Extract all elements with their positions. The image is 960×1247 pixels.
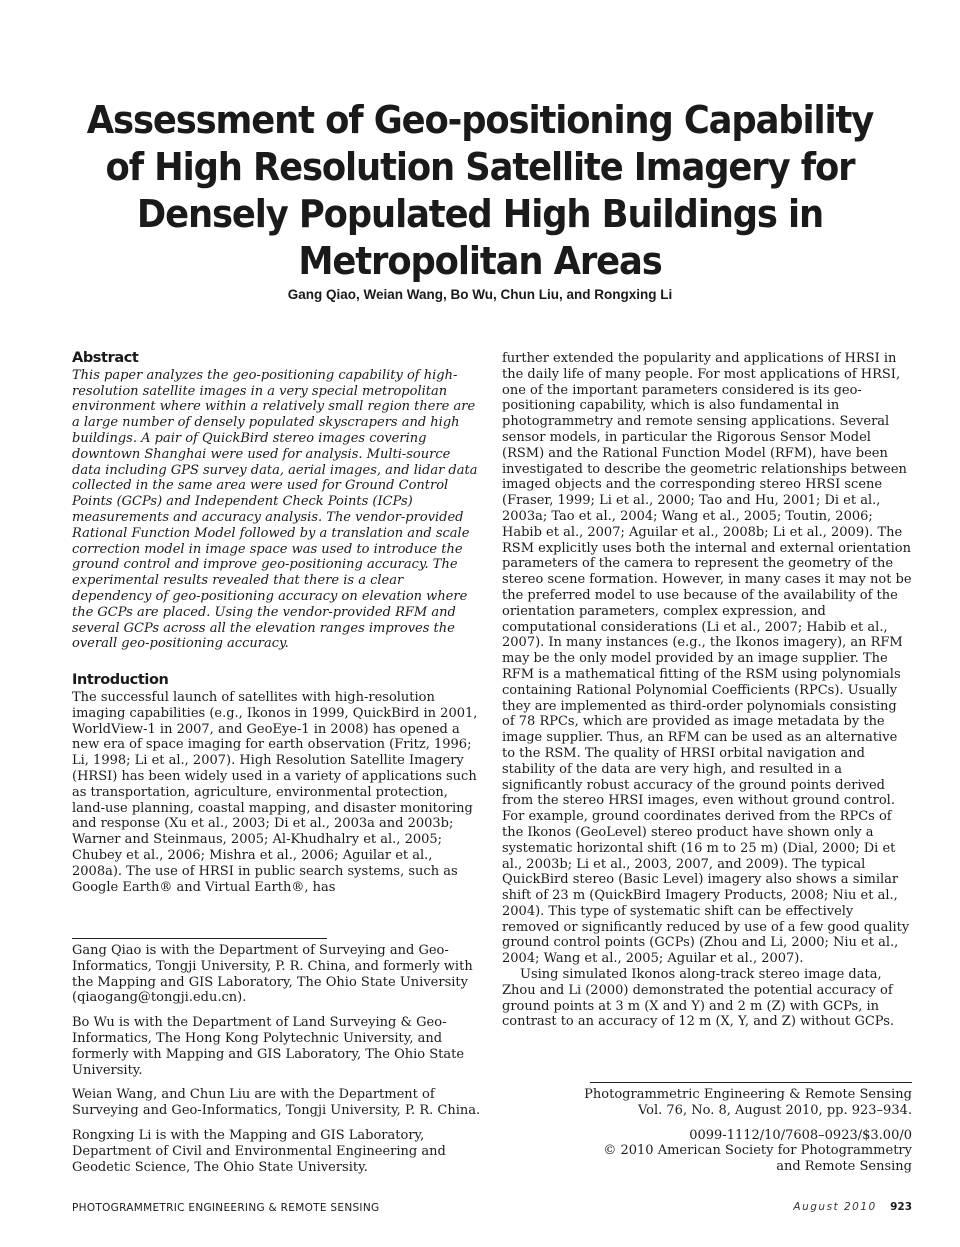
introduction-paragraph-right-2: Using simulated Ikonos along-track stereo image data, Zhou and Li (2000) demonstrated the potential accuracy of ground points at 3 m (X and Y) and 2 m (Z) with GCPs, in contrast to an accuracy of 12 m (X, Y, and Z) without GCPs. <box>502 967 894 1030</box>
page-number: 923 <box>890 1201 912 1213</box>
footnote-wu: Bo Wu is with the Department of Land Surveying & Geo-Informatics, The Hong Kong Polytechnic University, and formerly with Mapping and GIS Laboratory, The Ohio State University. <box>72 1015 465 1078</box>
right-column <box>502 351 912 1030</box>
author-footnotes <box>72 938 482 1184</box>
journal-name: Photogrammetric Engineering & Remote Sensing <box>584 1087 912 1102</box>
journal-volume: Vol. 76, No. 8, August 2010, pp. 923–934. <box>637 1102 912 1118</box>
footer-date: August 2010 <box>793 1201 877 1213</box>
page-footer-right <box>700 1201 912 1213</box>
journal-rule <box>590 1082 912 1083</box>
journal-info <box>560 1082 912 1175</box>
author-list: Gang Qiao, Weian Wang, Bo Wu, Chun Liu, and Rongxing Li <box>287 287 673 302</box>
introduction-paragraph-left: The successful launch of satellites with high-resolution imaging capabilities (e.g., Ikonos in 1999, QuickBird in 2001, WorldView-1 in 2007, and GeoEye-1 in 2008) has opened a new era of space imaging for earth observation (Fritz, 1996; Li, 1998; Li et al., 2007). High Resolution Satellite Imagery (HRSI) has been widely used in a variety of applications such as transportation, agriculture, environmental protection, land-use planning, coastal mapping, and disaster monitoring and response (Xu et al., 2003; Di et al., 2003a and 2003b; Warner and Steinmaus, 2005; Al-Khudhalry et al., 2005; Chubey et al., 2006; Mishra et al., 2006; Aguilar et al., 2008a). The use of HRSI in public search systems, such as Google Earth® and Virtual Earth®, has <box>72 689 478 895</box>
journal-code: 0099-1112/10/7608–0923/$3.00/0 <box>689 1127 912 1143</box>
copyright-line-1: © 2010 American Society for Photogrammetry <box>603 1143 912 1159</box>
abstract-body: This paper analyzes the geo-positioning capability of high-resolution satellite images in a very special metropolitan environment where within a relatively small region there are a large number of densely populated skyscrapers and high buildings. A pair of QuickBird stereo images covering downtown Shanghai were used for analysis. Multi-source data including GPS survey data, aerial images, and lidar data collected in the same area were used for Ground Control Points (GCPs) and Independent Check Points (ICPs) measurements and accuracy analysis. The vendor-provided Rational Function Model followed by a translation and scale correction model in image space was used to introduce the ground control and improve geo-positioning accuracy. The experimental results revealed that there is a clear dependency of geo-positioning accuracy on elevation where the GCPs are placed. Using the vendor-provided RFM and several GCPs across all the elevation ranges improves the overall geo-positioning accuracy. <box>72 367 478 652</box>
introduction-paragraph-right: further extended the popularity and applications of HRSI in the daily life of many people. For most applications of HRSI, one of the important parameters considered is its geo-positioning capability, which is also fundamental in photogrammetry and remote sensing applications. Several sensor models, in particular the Rigorous Sensor Model (RSM) and the Rational Function Model (RFM), have been investigated to describe the geometric relationships between imaged objects and the corresponding stereo HRSI scene (Fraser, 1999; Li et al., 2000; Tao and Hu, 2001; Di et al., 2003a; Tao et al., 2004; Wang et al., 2005; Toutin, 2006; Habib et al., 2007; Aguilar et al., 2008b; Li et al., 2009). The RSM explicitly uses both the internal and external orientation parameters of the camera to represent the geometry of the stereo scene formation. However, in many cases it may not be the preferred model to use because of the availability of the orientation parameters, complex expression, and computational considerations (Li et al., 2007; Habib et al., 2007). In many instances (e.g., the Ikonos imagery), an RFM may be the only model provided by an image supplier. The RFM is a mathematical fitting of the RSM using polynomials containing Rational Polynomial Coefficients (RPCs). Usually they are implemented as third-order polynomials consisting of 78 RPCs, which are provided as image metadata by the image supplier. Thus, an RFM can be used as an alternative to the RSM. The quality of HRSI orbital navigation and stability of the data are very high, and resulted in a significantly robust accuracy of the ground points derived from the stereo HRSI images, even without ground control. For example, ground coordinates derived from the RPCs of the Ikonos (GeoLevel) stereo product have shown only a systematic horizontal shift (16 m to 25 m) (Dial, 2000; Di et al., 2003b; Li et al., 2003, 2007, and 2009). The typical QuickBird stereo (Basic Level) imagery also shows a similar shift of 23 m (QuickBird Imagery Products, 2008; Niu et al., 2004). This type of systematic shift can be effectively removed or significantly reduced by use of a few good quality ground control points (GCPs) (Zhou and Li, 2000; Niu et al., 2004; Wang et al., 2005; Aguilar et al., 2007). <box>502 351 912 967</box>
introduction-heading: Introduction <box>72 672 169 689</box>
footnote-wang-liu: Weian Wang, and Chun Liu are with the Department of Surveying and Geo-Informatics, Tongji University, P. R. China. <box>72 1087 481 1119</box>
footnote-li: Rongxing Li is with the Mapping and GIS Laboratory, Department of Civil and Environmental Engineering and Geodetic Science, The Ohio State University. <box>72 1127 446 1175</box>
copyright-line-2: and Remote Sensing <box>776 1159 912 1175</box>
footnote-qiao: Gang Qiao is with the Department of Surveying and Geo-Informatics, Tongji University, P. R. China, and formerly with the Mapping and GIS Laboratory, The Ohio State University (qiaogang@tongji.edu.cn). <box>72 943 473 1006</box>
paper-title: Assessment of Geo-positioning Capability of High Resolution Satellite Imagery for Densely Populated High Buildings in Metropolitan Areas <box>86 98 874 283</box>
left-column <box>72 351 482 895</box>
footer-journal-name: PHOTOGRAMMETRIC ENGINEERING & REMOTE SENSING <box>72 1202 380 1214</box>
abstract-heading: Abstract <box>72 350 139 366</box>
footnote-rule <box>72 938 327 939</box>
